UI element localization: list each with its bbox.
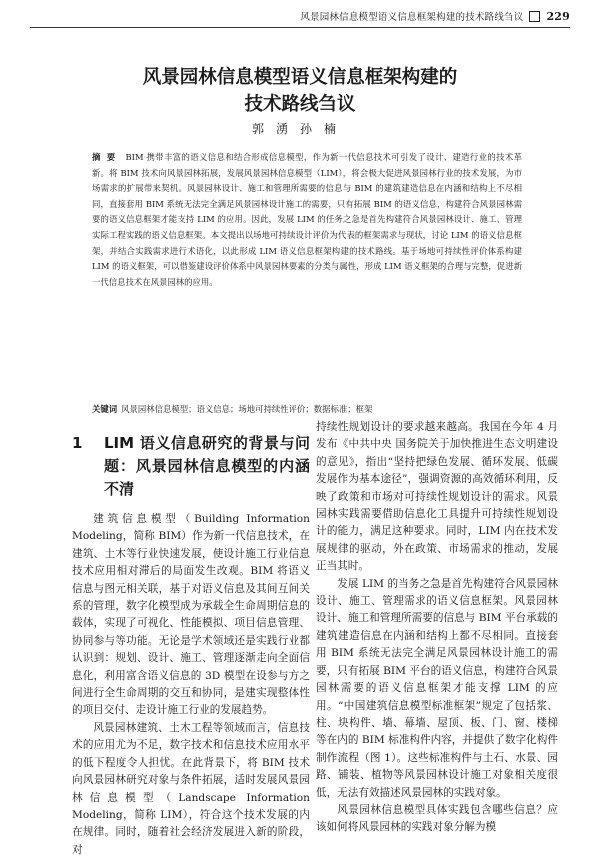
square-box-icon [529,11,540,22]
keywords [92,402,522,416]
abstract-text: BIM 携带丰富的语义信息和结合形成信息模型，作为新一代信息技术可引发了设计、建造行业的技术革新。将 BIM 技术向风景园林拓展，发展风景园林信息模型（LIM），将会极大促进风景园林行业的技术发展，为市场需求的扩展带来契机。风景园林设计、施工和管理所需要的信息与 BIM 的建筑建造信息在内涵和结构上不尽相同，直接套用 BIM 系统无法完全满足风景园林设计施工的需要，只有拓展 BIM 的语义信息，构建符合风景园林需要的语义信息框架才能支持 LIM 的应用。因此，发展 LIM 的任务之急是首先构建符合风景园林设计、施工、管理实际工程实践的语义信息框架。本文提出以场地可持续设计评价为代表的框架需求与现状，讨论 LIM 的语义信息框架，并结合实践需求进行术语化，以此形成 LIM 语义信息框架构建的技术路线。基于场地可持续性评价体系构建 LIM 的语义框架，可以借鉴建设评价体系中风景园林要素的分类与属性，形成 LIM 语义框架的合理与完整，促进新一代信息技术在风景园林的应用。 [92,152,522,287]
section-heading [72,432,310,501]
running-head [0,8,600,24]
abstract [92,150,522,290]
title-line-2: 技术路线刍议 [244,94,356,115]
paragraph: 持续性规划设计的要求越来越高。我国在今年 4 月发布《中共中央 国务院关于加快推进生态文明建设的意见》，指出“坚持把绿色发展、循环发展、低碳发展作为基本途径”，强调资源的高效循环利用，反映了政策和市场对可持续性规划设计的需求。风景园林实践需要借助信息化工具提升可持续性规划设计的能力，满足这种要求。同时，LIM 内在技术发展规律的驱动，外在政策、市场需求的推动，发展正当其时。 [316,421,558,573]
abstract-label: 摘要 [92,152,122,162]
paragraph: 建筑信息模型（Building Information Modeling，简称 BIM）作为新一代信息技术，在建筑、土木等行业快速发展，使设计施工行业信息技术应用相对滞后的局面发生改观。BIM 将语义信息与图元相关联，基于对语义信息及其间互间关系的管理，数字化模型成为承载全生命周期信息的载体，实现了可视化、性能模拟、项目信息管理、协同参与等功能。无论是学术领域还是实践行业都认识到：规划、设计、施工、管理逐渐走向全面信息化，利用富含语义信息的 3D 模型在设参与方之间进行全生命周期的交互和协同，是建实现整体性的项目交付、走设计施工行业的发展趋势。 [72,513,310,717]
title-line-1: 风景园林信息模型语义信息框架构建的 [142,67,458,88]
left-column [72,432,310,859]
running-title: 风景园林信息模型语义信息框架构建的技术路线刍议 [300,12,524,23]
paragraph: 风景园林信息模型具体实践包含哪些信息？应该如何将风景园林的实践对象分解为模 [316,803,558,834]
header-rule [30,27,570,28]
author-names: 郭湧孙楠 [251,122,348,136]
paper-title [40,64,560,118]
paragraph: 风景园林建筑、土木工程等领域而言，信息技术的应用尤为不足，数字技术和信息技术应用水平的低下程度令人担忧。在此背景下，将 BIM 技术向风景园林研究对象与条件拓展，适时发展风景园林信息模型（Landscape Information Modeling，简称 LIM），符合这个技术发展的内在规律。同时，随着社会经济发展进入新的阶段，对 [72,721,310,856]
page-number: 229 [546,9,570,23]
section-number: 1 [72,434,83,452]
section-title: LIM 语义信息研究的背景与问题：风景园林信息模型的内涵不清 [104,434,310,498]
paragraph: 发展 LIM 的当务之急是首先构建符合风景园林设计、施工、管理需求的语义信息框架。风景园林设计、施工和管理所需要的信息与 BIM 平台承载的建筑建造信息在内涵和结构上都不尽相同。直接套用 BIM 系统无法完全满足风景园林设计施工的需要，只有拓展 BIM 平台的语义信息，构建符合风景园林需要的语义信息框架才能支撑 LIM 的应用。“中国建筑信息模型标准框架”规定了包括浆、柱、块构件、墙、幕墙、屋顶、板、门、窗、楼梯等在内的 BIM 标准构件内容，并提供了数字化构件制作流程（图 1）。这些标准构件与土石、水景、园路、铺装、植物等风景园林设计施工对象相关度很低，无法有效描述风景园林的实践对象。 [316,577,558,799]
right-column [316,419,558,837]
keywords-text: 风景园林信息模型；语义信息；场地可持续性评价；数据标准；框架 [121,404,373,414]
keywords-label: 关键词 [92,404,118,414]
